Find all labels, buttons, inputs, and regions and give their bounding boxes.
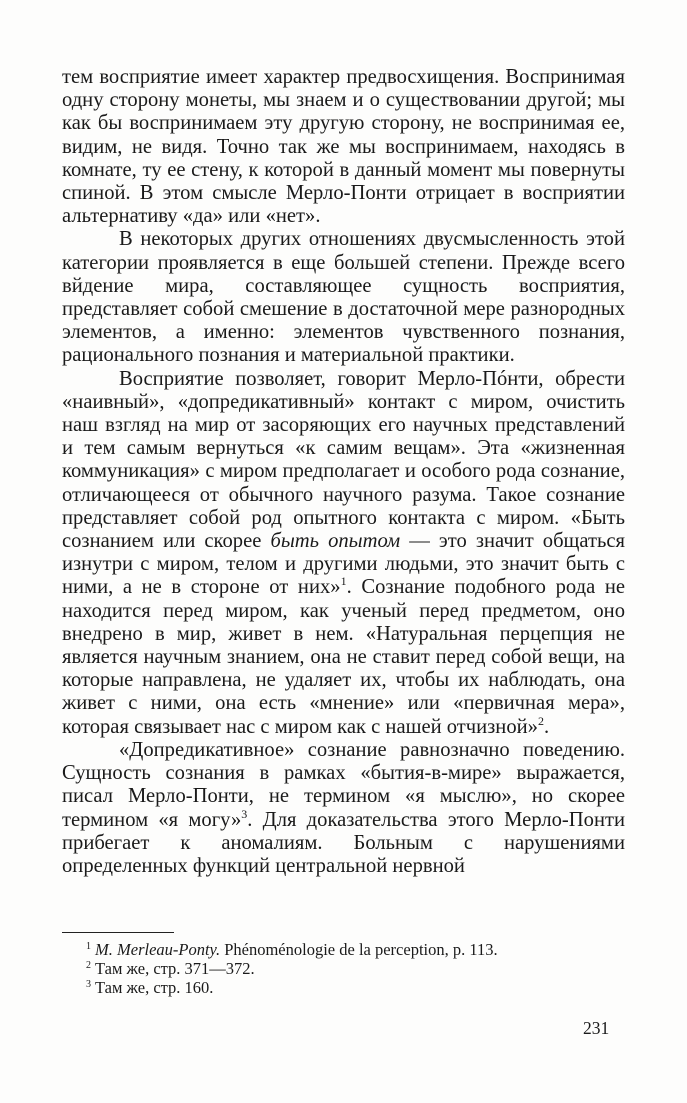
page-number: 231 (583, 1018, 610, 1038)
footnote-3 (86, 978, 646, 997)
footnote-2-number: 2 (86, 959, 91, 971)
footnote-3-number: 3 (86, 978, 91, 990)
footnote-ref-3: 3 (241, 806, 248, 821)
footnote-ref-1: 1 (340, 574, 347, 589)
paragraph-3-text-b: — это значит общаться изнутри с миром, телом и другими людьми, это значит быть с ними, а не в стороне от них» (62, 530, 626, 599)
paragraph-4 (62, 739, 625, 878)
paragraph-4-text-a: «Допредикативное» сознание равнозначно поведению. Сущность сознания в рамках «бытия-в-мире» выражается, писал Мерло-Понти, не термином «я мыслю», но скорее термином «я могу» (62, 738, 625, 831)
page-body (62, 66, 625, 878)
footnote-1-text: Phénoménologie de la perception, p. 113. (220, 940, 498, 959)
paragraph-3-emphasis: быть опытом (270, 530, 401, 553)
paragraph-3-text-c: . Сознание подобного рода не находится перед миром, как ученый перед предметом, оно внедрено в мир, живет в нем. «Натуральная перцепция не является научным знанием, она не ставит перед собой вещи, на которые направлена, не удаляет их, чтобы их наблюдать, она живет с ними, она есть «мнение» или «первичная мера», которая связывает нас с миром как с нашей отчизной» (62, 576, 625, 738)
paragraph-4-text-b: . Для доказательства этого Мерло-Понти прибегает к аномалиям. Больным с нарушениями определенных функций центральной нервной (62, 808, 625, 877)
footnote-1 (86, 940, 646, 959)
footnote-3-text: Там же, стр. 160. (95, 978, 214, 997)
paragraph-2 (62, 228, 625, 367)
paragraph-1-text: тем восприятие имеет характер предвосхищения. Воспринимая одну сторону монеты, мы знаем и о существовании другой; мы как бы воспринимаем эту другую сторону, не воспринимая ее, видим, не видя. Точно так же мы воспринимаем, находясь в комнате, ту ее стену, к которой в данный момент мы повернуты спиной. В этом смысле Мерло-Понти отрицает в восприятии альтернативу «да» или «нет». (62, 66, 625, 228)
footnote-2-text: Там же, стр. 371—372. (95, 959, 255, 978)
paragraph-3-text-d: . (543, 715, 550, 738)
paragraph-2-text: В некоторых других отношениях двусмысленность этой категории проявляется в еще большей степени. Прежде всего вйдение мира, составляющее сущность восприятия, представляет собой смешение в достаточной мере разнородных элементов, а именно: элементов чувственного познания, рационального познания и материальной практики. (62, 228, 625, 367)
paragraph-3 (62, 368, 625, 739)
paragraph-1 (62, 66, 625, 228)
paragraph-3-text-a: Восприятие позволяет, говорит Мерло-Пóнти, обрести «наивный», «допредикативный» контакт с миром, очистить наш взгляд на мир от засоряющих его научных представлений и тем самым вернуться «к самим вещам». Эта «жизненная коммуникация» с миром предполагает и особого рода сознание, отличающееся от обычного научного разума. Такое сознание представляет собой род опытного контакта с миром. «Быть сознанием или скорее (62, 367, 625, 553)
footnote-ref-2: 2 (537, 713, 544, 728)
footnotes (86, 940, 646, 997)
footnote-2 (86, 959, 646, 978)
footnote-divider (62, 932, 174, 933)
footnote-1-number: 1 (86, 940, 91, 952)
footnote-1-author: M. Merleau-Ponty. (95, 940, 221, 959)
